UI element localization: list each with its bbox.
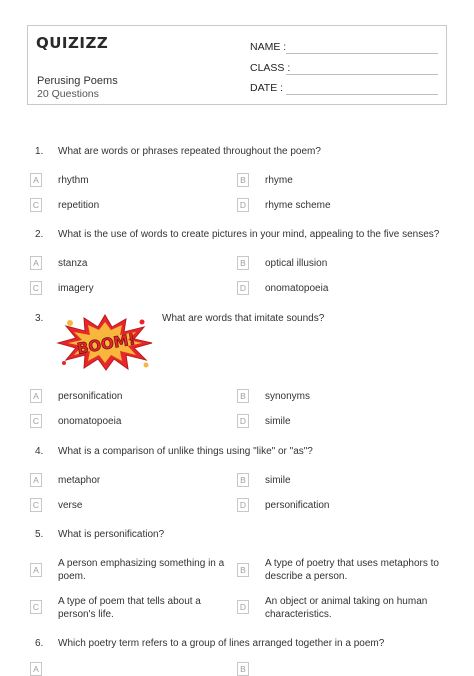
- question-number: 2.: [35, 229, 44, 240]
- option-letter[interactable]: B: [237, 256, 249, 270]
- question-count: 20 Questions: [37, 88, 99, 100]
- question-text: What is a comparison of unlike things using "like" or "as"?: [58, 446, 313, 457]
- quizizz-logo: QUIZIZZ: [36, 34, 109, 52]
- option-letter[interactable]: D: [237, 414, 249, 428]
- option-letter[interactable]: C: [30, 281, 42, 295]
- question-number: 5.: [35, 529, 44, 540]
- option-text[interactable]: repetition: [58, 200, 100, 211]
- name-label: NAME :: [250, 41, 287, 53]
- option-text[interactable]: poem.: [58, 571, 86, 582]
- question-text: What is the use of words to create pictures in your mind, appealing to the five senses?: [58, 229, 440, 240]
- option-text[interactable]: An object or animal taking on human: [265, 596, 428, 607]
- option-letter[interactable]: C: [30, 198, 42, 212]
- option-text[interactable]: A type of poem that tells about a: [58, 596, 201, 607]
- option-text[interactable]: describe a person.: [265, 571, 348, 582]
- option-text[interactable]: optical illusion: [265, 258, 328, 269]
- option-letter[interactable]: D: [237, 198, 249, 212]
- option-letter[interactable]: B: [237, 473, 249, 487]
- date-label: DATE :: [250, 82, 284, 94]
- option-text[interactable]: personification: [265, 500, 330, 511]
- class-field[interactable]: [286, 74, 438, 75]
- name-field[interactable]: [286, 53, 438, 54]
- option-letter[interactable]: B: [237, 389, 249, 403]
- option-letter[interactable]: A: [30, 563, 42, 577]
- worksheet-title: Perusing Poems: [37, 75, 118, 87]
- option-letter[interactable]: D: [237, 281, 249, 295]
- option-letter[interactable]: C: [30, 498, 42, 512]
- class-label: CLASS :: [250, 62, 291, 74]
- option-letter[interactable]: A: [30, 662, 42, 676]
- boom-text: BOOM!: [75, 330, 137, 358]
- option-text[interactable]: rhyme: [265, 175, 293, 186]
- option-text[interactable]: A person emphasizing something in a: [58, 558, 225, 569]
- option-text[interactable]: simile: [265, 416, 291, 427]
- option-letter[interactable]: D: [237, 498, 249, 512]
- question-number: 3.: [35, 313, 44, 324]
- option-text[interactable]: characteristics.: [265, 609, 332, 620]
- option-text[interactable]: verse: [58, 500, 83, 511]
- option-text[interactable]: A type of poetry that uses metaphors to: [265, 558, 439, 569]
- option-text[interactable]: personification: [58, 391, 123, 402]
- option-letter[interactable]: B: [237, 563, 249, 577]
- question-number: 6.: [35, 638, 44, 649]
- option-text[interactable]: metaphor: [58, 475, 101, 486]
- question-text: What is personification?: [58, 529, 165, 540]
- option-text[interactable]: rhyme scheme: [265, 200, 331, 211]
- option-letter[interactable]: A: [30, 473, 42, 487]
- question-number: 4.: [35, 446, 44, 457]
- question-number: 1.: [35, 146, 44, 157]
- option-letter[interactable]: C: [30, 414, 42, 428]
- option-text[interactable]: simile: [265, 475, 291, 486]
- question-text: Which poetry term refers to a group of lines arranged together in a poem?: [58, 638, 385, 649]
- option-letter[interactable]: C: [30, 600, 42, 614]
- option-letter[interactable]: A: [30, 256, 42, 270]
- option-letter[interactable]: A: [30, 389, 42, 403]
- option-letter[interactable]: B: [237, 173, 249, 187]
- option-letter[interactable]: B: [237, 662, 249, 676]
- question-text: What are words or phrases repeated throughout the poem?: [58, 146, 321, 157]
- option-text[interactable]: onomatopoeia: [58, 416, 122, 427]
- date-field[interactable]: [286, 94, 438, 95]
- option-text[interactable]: imagery: [58, 283, 94, 294]
- option-text[interactable]: synonyms: [265, 391, 311, 402]
- option-letter[interactable]: D: [237, 600, 249, 614]
- option-letter[interactable]: A: [30, 173, 42, 187]
- boom-comic-image: [56, 313, 154, 371]
- option-text[interactable]: stanza: [58, 258, 88, 269]
- option-text[interactable]: person's life.: [58, 609, 114, 620]
- option-text[interactable]: rhythm: [58, 175, 89, 186]
- question-text: What are words that imitate sounds?: [162, 313, 325, 324]
- option-text[interactable]: onomatopoeia: [265, 283, 329, 294]
